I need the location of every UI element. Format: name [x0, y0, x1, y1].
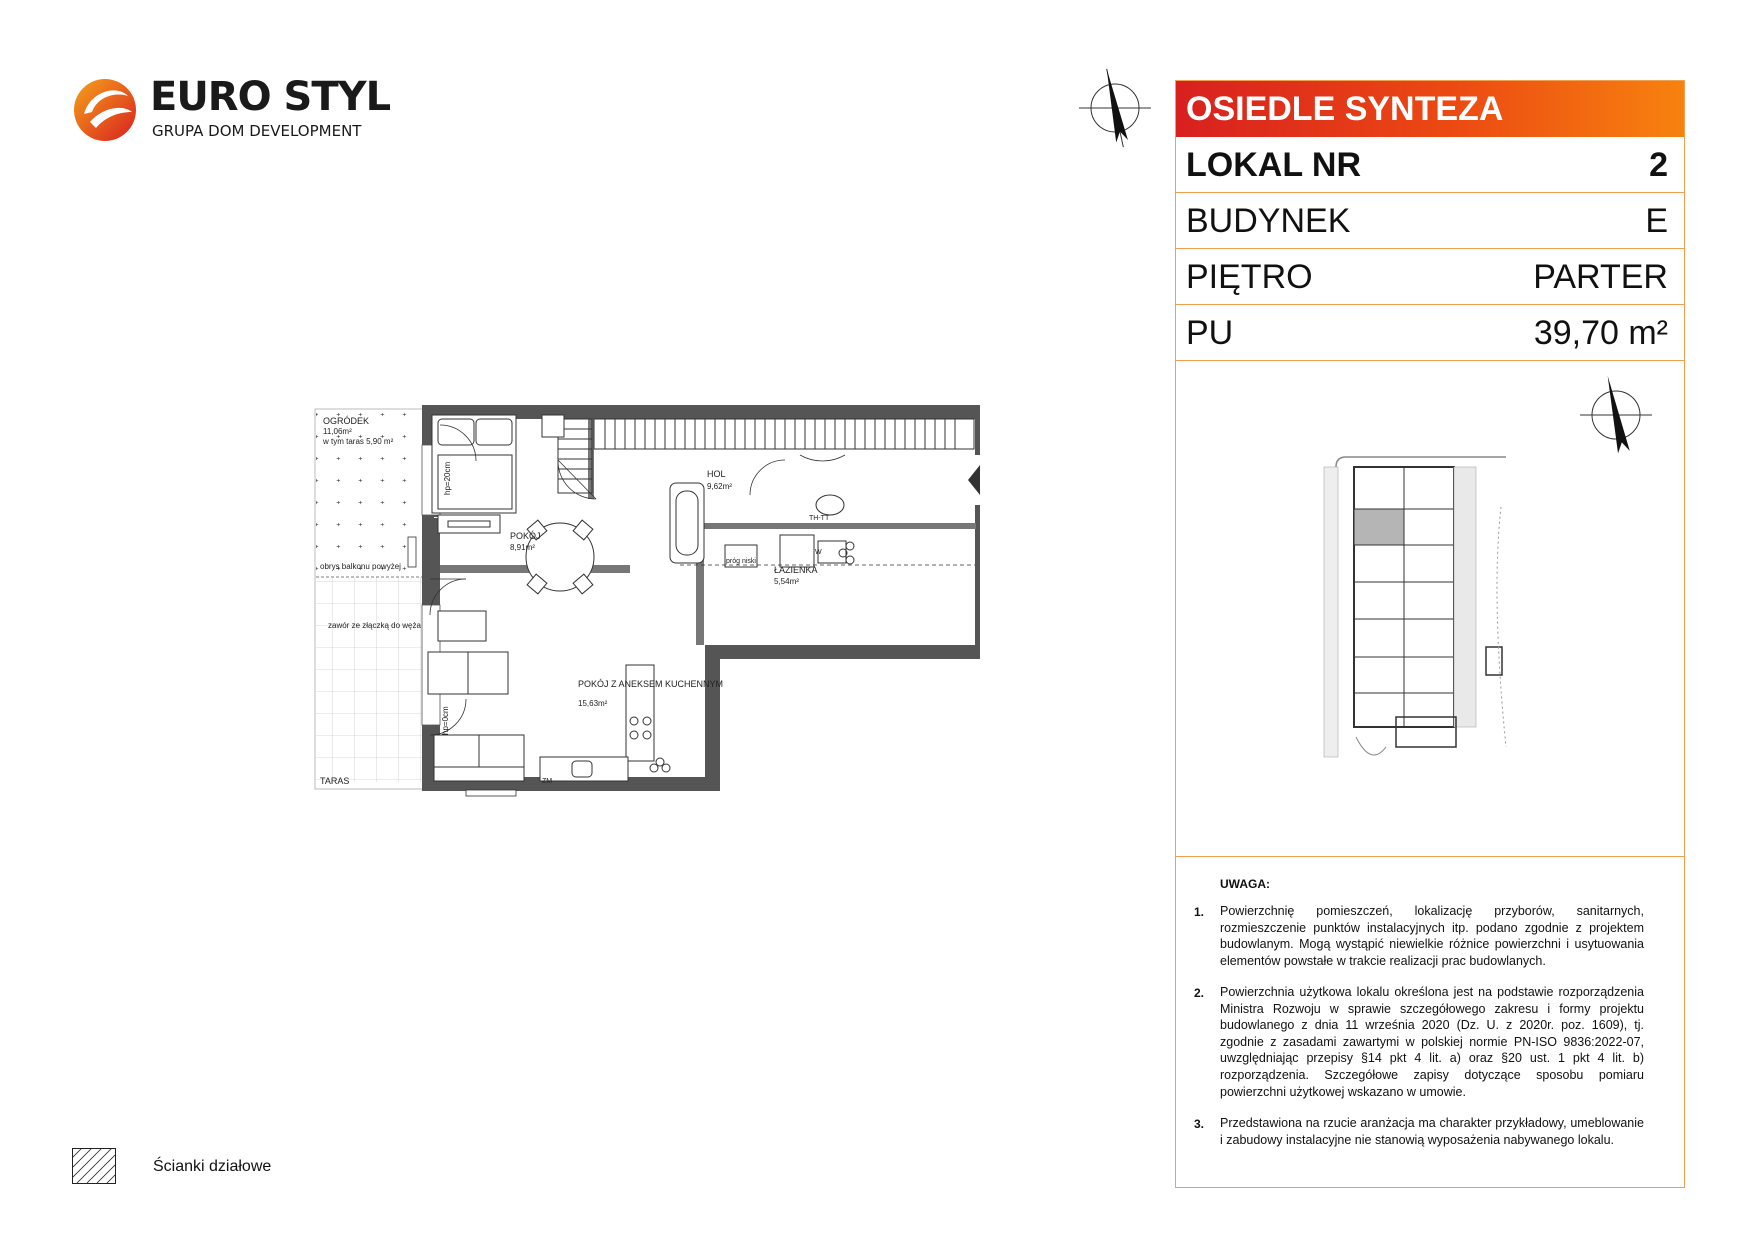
euro-styl-logo-icon: [72, 74, 138, 144]
note-number: 1.: [1194, 905, 1205, 919]
north-arrow-icon: [1576, 369, 1656, 465]
w-label: W: [815, 549, 822, 556]
zm-label: ZM: [542, 778, 553, 785]
note-number: 3.: [1194, 1117, 1205, 1131]
north-arrow-icon: [1075, 62, 1155, 154]
row-floor: [1176, 249, 1684, 305]
row-value: E: [1645, 202, 1668, 240]
garden-label: OGRÓDEK: [323, 416, 370, 426]
garden-note: w tym taras 5,90 m²: [323, 437, 394, 446]
row-label: LOKAL NR: [1186, 146, 1362, 184]
estate-title: OSIEDLE SYNTEZA: [1176, 81, 1684, 137]
bathroom-area: 5,54m²: [774, 577, 799, 586]
row-building: [1176, 193, 1684, 249]
info-panel: [1175, 80, 1685, 1188]
notes-title: UWAGA:: [1220, 877, 1270, 891]
hall-area: 9,62m²: [707, 482, 732, 491]
row-label: PU: [1186, 314, 1234, 352]
living-room-label: POKÓJ Z ANEKSEM KUCHENNYM: [578, 679, 724, 689]
row-label: BUDYNEK: [1186, 202, 1351, 240]
brand-name: EURO STYL: [150, 74, 391, 120]
note-text: Powierzchnię pomieszczeń, lokalizację przyborów, sanitarnych, rozmieszczenie punktów instalacyjnych itp. podano zgodnie z projektem budowlanym. Mogą wystąpić niewielkie różnice powierzchni i usytuowania elementów powstałe w trakcie realizacji prac budowlanych.: [1220, 904, 1644, 968]
garden-area: 11,06m²: [323, 427, 352, 436]
valve-label: zawór ze złączką do węża: [328, 621, 421, 630]
living-room-area: 15,63m²: [578, 699, 608, 708]
note-text: Przedstawiona na rzucie aranżacja ma charakter przykładowy, umeblowanie i zabudowy instalacyjne nie stanowią wyposażenia nabywanego lokalu.: [1220, 1116, 1644, 1147]
row-value: PARTER: [1533, 258, 1668, 296]
partition-walls-hatch-icon: [72, 1148, 116, 1184]
sill-height-upper: hp=20cm: [443, 461, 452, 495]
hall-label: HOL: [707, 469, 726, 479]
notes-divider: [1176, 856, 1684, 857]
note-text: Powierzchnia użytkowa lokalu określona jest na podstawie rozporządzenia Ministra Rozwoju w sprawie szczegółowego zakresu i formy projektu budowlanego z dnia 11 września 2020 (Dz. U. z 2020r. poz. 1609), tj. zgodnie z zasadami zawartymi w polskiej normie PN-ISO 9836:2022-07, uwzględniając przepisy §14 pkt 4 lit. a) oraz §20 ust. 1 pkt 4 lit. b) rozporządzenia. Szczegółowe zapisy dotyczące sposobu pomiaru powierzchni użytkowej wskazano w umowie.: [1220, 985, 1644, 1099]
brand-logo: [72, 72, 391, 152]
meter-label: TH-TT: [809, 515, 830, 522]
row-label: PIĘTRO: [1186, 258, 1313, 296]
bathroom-label: ŁAZIENKA: [774, 565, 818, 575]
terrace-label: TARAS: [320, 776, 350, 786]
balcony-outline-label: obrys balkonu powyżej: [320, 562, 401, 571]
threshold-label: próg niski: [726, 558, 756, 565]
row-value: 39,70 m²: [1533, 314, 1668, 352]
row-usable-area: [1176, 305, 1684, 361]
bedroom-label: POKÓJ: [510, 531, 541, 541]
row-unit-number: [1176, 137, 1684, 193]
bedroom-area: 8,91m²: [510, 543, 535, 552]
legend-label: Ścianki działowe: [153, 1158, 272, 1175]
note-number: 2.: [1194, 986, 1205, 1000]
row-value: 2: [1649, 146, 1668, 184]
site-plan-map: [1316, 447, 1516, 777]
sill-height-lower: hp=0cm: [441, 706, 450, 735]
brand-tagline: GRUPA DOM DEVELOPMENT: [152, 122, 362, 140]
floor-plan: [310, 405, 980, 800]
